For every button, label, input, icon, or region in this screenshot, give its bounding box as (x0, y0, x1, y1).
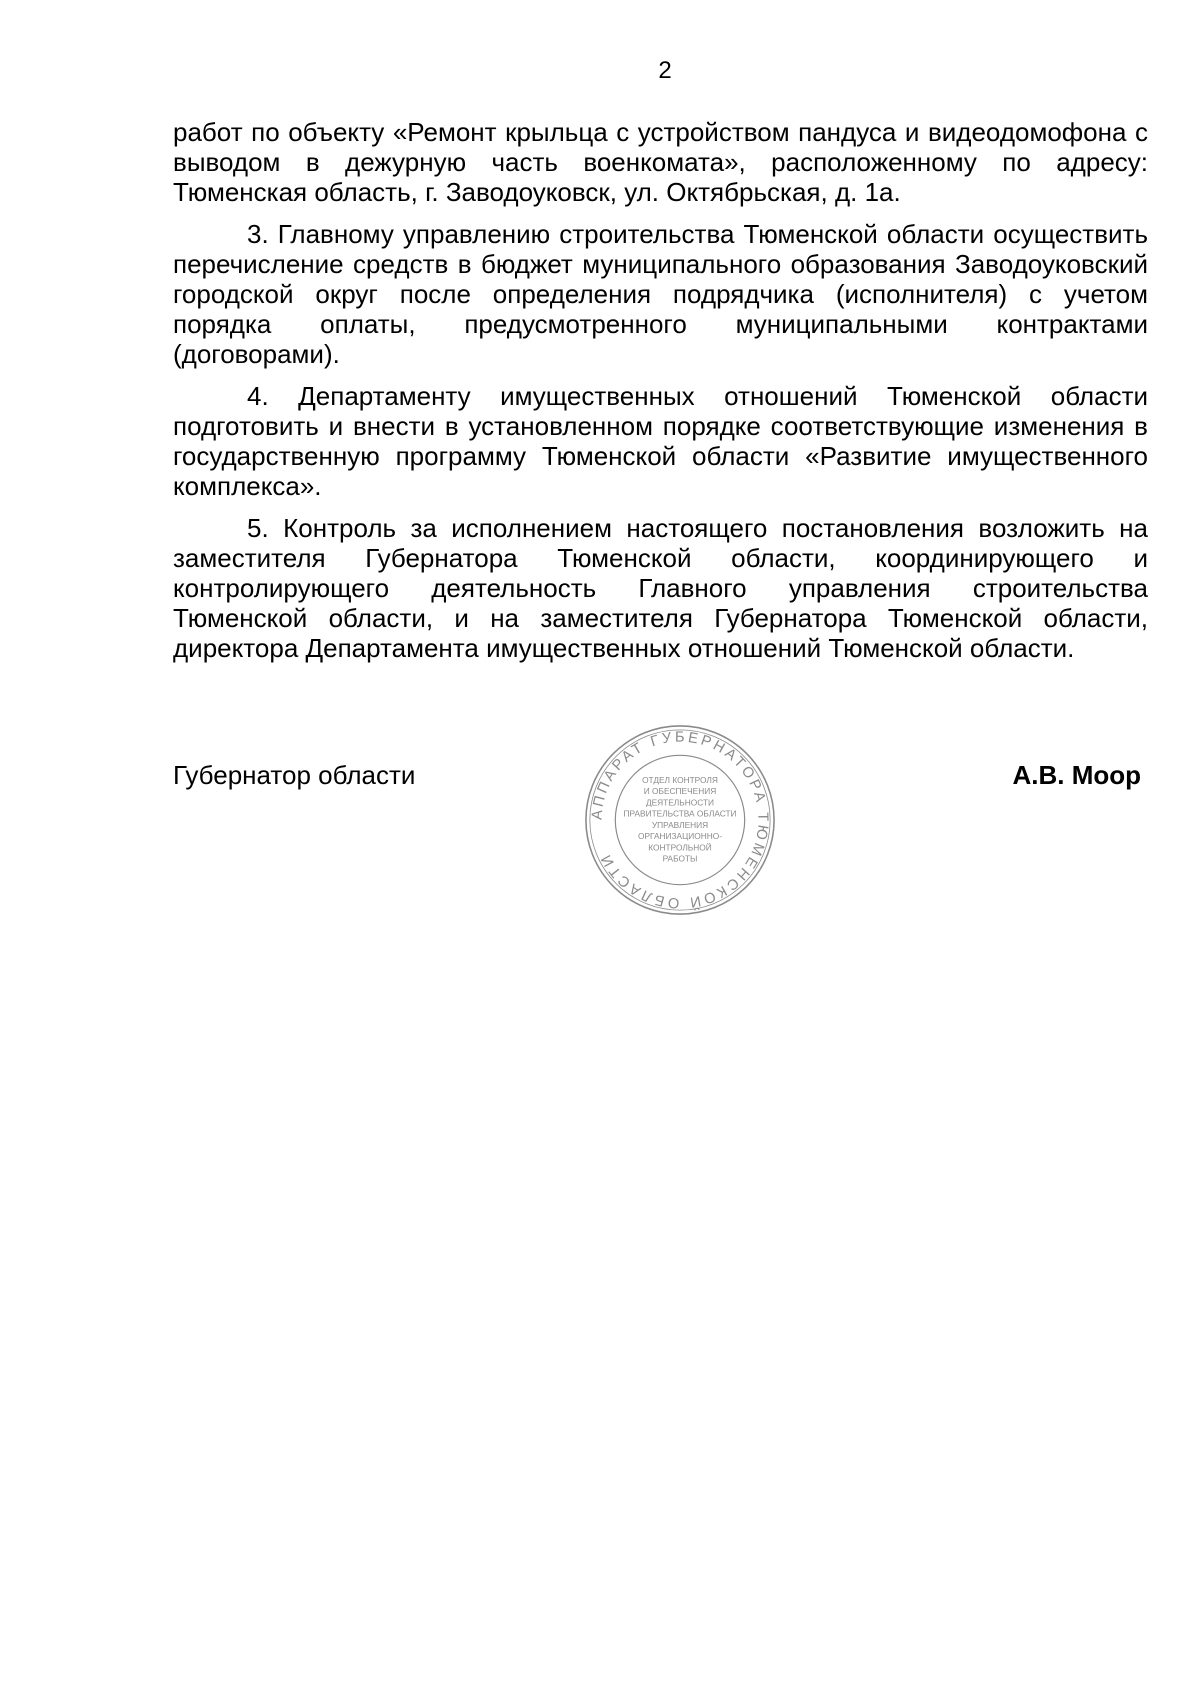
stamp-inner-line: И ОБЕСПЕЧЕНИЯ (643, 786, 717, 797)
stamp-inner-line: ПРАВИТЕЛЬСТВА ОБЛАСТИ (623, 808, 737, 819)
page-number: 2 (658, 57, 672, 84)
paragraph-item-3: 3. Главному управлению строительства Тюменской области осуществить перечисление средств в бюджет муниципального образования Заводоуковский городской округ после определения подрядчика (исполнителя) с учетом порядка оплаты, предусмотренного муниципальными контрактами (договорами). (173, 219, 1148, 369)
signatory-name: А.В. Моор (1012, 760, 1141, 790)
stamp-inner-line: УПРАВЛЕНИЯ (651, 819, 709, 830)
paragraph-continuation: работ по объекту «Ремонт крыльца с устройством пандуса и видеодомофона с выводом в дежурную часть военкомата», расположенному по адресу: Тюменская область, г. Заводоуковск, ул. Октябрьская, д. 1а. (173, 117, 1148, 207)
stamp-inner-text (623, 775, 736, 864)
stamp-inner-line: ОТДЕЛ КОНТРОЛЯ (642, 774, 718, 785)
paragraph-item-5: 5. Контроль за исполнением настоящего постановления возложить на заместителя Губернатора Тюменской области, координирующего и контролирующего деятельность Главного управления строительства Тюменской области, и на заместителя Губернатора Тюменской области, директора Департамента имущественных отношений Тюменской области. (173, 513, 1148, 663)
stamp-outer-ring-text: АППАРАТ ГУБЕРНАТОРА ТЮМЕНСКОЙ ОБЛАСТИ (589, 729, 771, 911)
paragraph-item-4: 4. Департаменту имущественных отношений Тюменской области подготовить и внести в установленном порядке соответствующие изменения в государственную программу Тюменской области «Развитие имущественного комплекса». (173, 381, 1148, 501)
official-stamp (582, 722, 778, 918)
stamp-inner-line: КОНТРОЛЬНОЙ (648, 842, 712, 853)
stamp-inner-line: ОРГАНИЗАЦИОННО- (637, 831, 723, 842)
signatory-position: Губернатор области (173, 760, 416, 790)
stamp-inner-line: РАБОТЫ (662, 853, 698, 864)
stamp-inner-line: ДЕЯТЕЛЬНОСТИ (645, 797, 715, 808)
document-body (173, 117, 1148, 675)
